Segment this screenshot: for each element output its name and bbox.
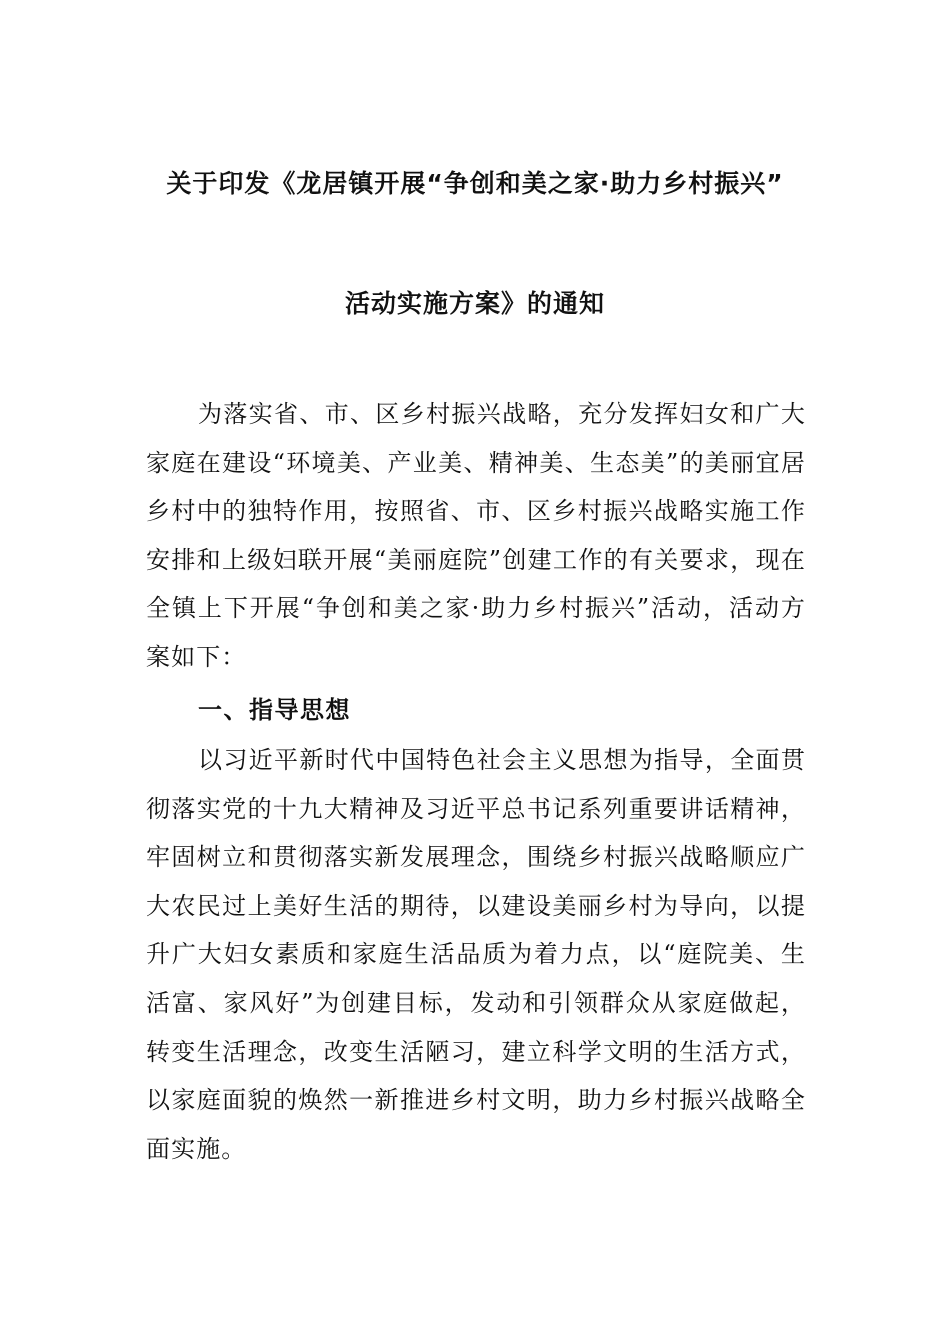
document-title-line-2: 活动实施方案》的通知 bbox=[344, 289, 605, 318]
intro-paragraph: 为落实省、市、区乡村振兴战略，充分发挥妇女和广大家庭在建设“环境美、产业美、精神美、生态美”的美丽宜居乡村中的独特作用，按照省、市、区乡村振兴战略实施工作安排和上级妇联开展“美丽庭院”创建工作的有关要求，现在全镇上下开展“争创和美之家·助力乡村振兴”活动，活动方案如下： bbox=[146, 400, 806, 671]
document-title-line-1: 关于印发《龙居镇开展“争创和美之家·助力乡村振兴” bbox=[166, 169, 784, 198]
section-paragraph-guiding-ideology: 以习近平新时代中国特色社会主义思想为指导，全面贯彻落实党的十九大精神及习近平总书记系列重要讲话精神，牢固树立和贯彻落实新发展理念，围绕乡村振兴战略顺应广大农民过上美好生活的期待，以建设美丽乡村为导向，以提升广大妇女素质和家庭生活品质为着力点，以“庭院美、生活富、家风好”为创建目标，发动和引领群众从家庭做起，转变生活理念，改变生活陋习，建立科学文明的生活方式，以家庭面貌的焕然一新推进乡村文明，助力乡村振兴战略全面实施。 bbox=[146, 746, 806, 1163]
section-heading-guiding-ideology: 一、指导思想 bbox=[198, 696, 351, 724]
